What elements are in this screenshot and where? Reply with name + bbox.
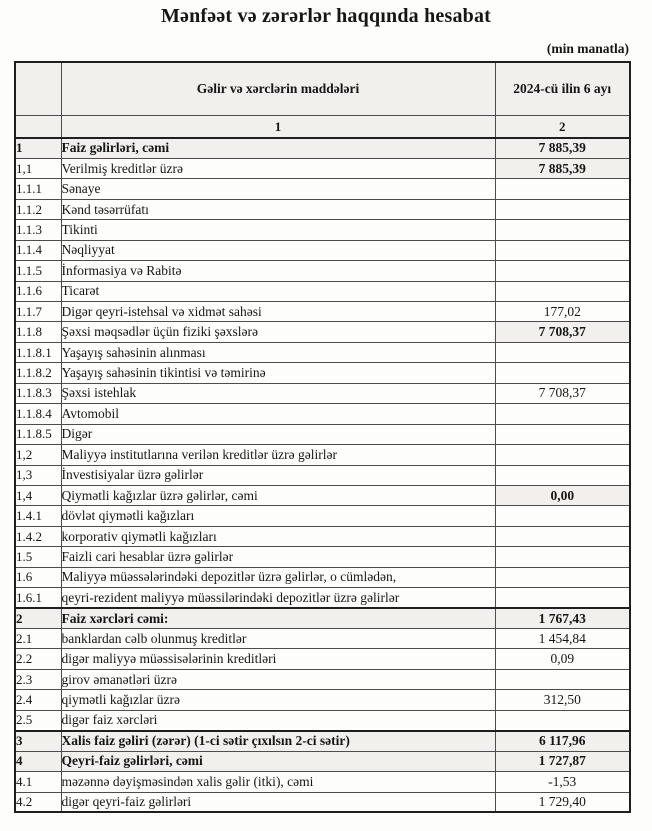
- row-label-cell: Verilmiş kreditlər üzrə: [61, 158, 495, 178]
- row-label-cell: Ticarət: [61, 281, 495, 301]
- row-value-cell: [495, 179, 630, 199]
- table-row: [15, 506, 630, 526]
- row-label-cell: girov əmanətləri üzrə: [61, 669, 495, 689]
- row-label-cell: Qeyri-faiz gəlirləri, cəmi: [61, 751, 495, 771]
- row-label-cell: Faizli cari hesablar üzrə gəlirlər: [61, 547, 495, 567]
- header-cell-items: Gəlir və xərclərin maddələri: [61, 62, 495, 116]
- table-row: [15, 465, 630, 485]
- row-number-cell: 1.1.8.1: [15, 342, 61, 362]
- table-row: [15, 158, 630, 178]
- row-number-cell: 1.1.7: [15, 302, 61, 322]
- row-number-cell: 1.1.3: [15, 220, 61, 240]
- row-label-cell: Kənd təsərrüfatı: [61, 199, 495, 219]
- row-value-cell: [495, 506, 630, 526]
- row-label-cell: Nəqliyyat: [61, 240, 495, 260]
- row-value-cell: [495, 424, 630, 444]
- row-label-cell: Yaşayış sahəsinin tikintisi və təmirinə: [61, 363, 495, 383]
- row-value-cell: 1 454,84: [495, 629, 630, 649]
- row-number-cell: 2.4: [15, 690, 61, 710]
- row-label-cell: İnvestisiyalar üzrə gəlirlər: [61, 465, 495, 485]
- table-row: [15, 526, 630, 546]
- table-row: [15, 240, 630, 260]
- row-value-cell: [495, 445, 630, 465]
- row-value-cell: [495, 342, 630, 362]
- row-label-cell: korporativ qiymətli kağızları: [61, 526, 495, 546]
- row-number-cell: 4.1: [15, 772, 61, 792]
- row-value-cell: [495, 404, 630, 424]
- row-label-cell: Digər qeyri-istehsal və xidmət sahəsi: [61, 302, 495, 322]
- row-label-cell: Şəxsi məqsədlər üçün fiziki şəxslərə: [61, 322, 495, 342]
- row-number-cell: 1.1.4: [15, 240, 61, 260]
- table-row: [15, 363, 630, 383]
- row-value-cell: 0,09: [495, 649, 630, 669]
- row-value-cell: 1 727,87: [495, 751, 630, 771]
- table-header: [15, 62, 630, 138]
- row-value-cell: [495, 669, 630, 689]
- row-label-cell: Qiymətli kağızlar üzrə gəlirlər, cəmi: [61, 485, 495, 505]
- table-row: [15, 547, 630, 567]
- table-row: [15, 383, 630, 403]
- row-number-cell: 1,1: [15, 158, 61, 178]
- unit-note: (min manatla): [546, 41, 629, 56]
- row-label-cell: Sənaye: [61, 179, 495, 199]
- row-value-cell: 312,50: [495, 690, 630, 710]
- column-index-row: [15, 116, 630, 139]
- index-cell-period: 2: [495, 116, 630, 139]
- table-row: [15, 302, 630, 322]
- table-row: [15, 138, 630, 158]
- row-label-cell: dövlət qiymətli kağızları: [61, 506, 495, 526]
- row-number-cell: 3: [15, 731, 61, 751]
- row-number-cell: 2.3: [15, 669, 61, 689]
- table-row: [15, 669, 630, 689]
- row-value-cell: -1,53: [495, 772, 630, 792]
- row-value-cell: 1 729,40: [495, 792, 630, 812]
- row-number-cell: 1.1.6: [15, 281, 61, 301]
- row-number-cell: 1,4: [15, 485, 61, 505]
- table-row: [15, 567, 630, 587]
- table-row: [15, 772, 630, 792]
- row-number-cell: 1.1.8.2: [15, 363, 61, 383]
- row-value-cell: [495, 199, 630, 219]
- table-row: [15, 342, 630, 362]
- row-value-cell: 0,00: [495, 485, 630, 505]
- row-label-cell: digər maliyyə müəssisələrinin kreditləri: [61, 649, 495, 669]
- table-row: [15, 220, 630, 240]
- row-number-cell: 2.1: [15, 629, 61, 649]
- row-label-cell: digər qeyri-faiz gəlirləri: [61, 792, 495, 812]
- row-value-cell: [495, 261, 630, 281]
- row-value-cell: 6 117,96: [495, 731, 630, 751]
- table-row: [15, 710, 630, 730]
- index-cell-items: 1: [61, 116, 495, 139]
- row-number-cell: 1.1.1: [15, 179, 61, 199]
- row-value-cell: [495, 567, 630, 587]
- row-label-cell: digər faiz xərcləri: [61, 710, 495, 730]
- row-value-cell: [495, 465, 630, 485]
- row-label-cell: Digər: [61, 424, 495, 444]
- row-value-cell: [495, 363, 630, 383]
- row-number-cell: 1.1.8: [15, 322, 61, 342]
- table-row: [15, 199, 630, 219]
- header-cell-number: [15, 62, 61, 116]
- row-number-cell: 1.6.1: [15, 588, 61, 608]
- row-label-cell: Tikinti: [61, 220, 495, 240]
- table-row: [15, 731, 630, 751]
- row-number-cell: 4: [15, 751, 61, 771]
- row-label-cell: Maliyyə müəssələrindəki depozitlər üzrə gəlirlər, o cümlədən,: [61, 567, 495, 587]
- table-row: [15, 424, 630, 444]
- row-number-cell: 1.1.8.3: [15, 383, 61, 403]
- row-value-cell: 177,02: [495, 302, 630, 322]
- row-value-cell: 7 885,39: [495, 158, 630, 178]
- table-row: [15, 485, 630, 505]
- row-label-cell: İnformasiya və Rabitə: [61, 261, 495, 281]
- row-number-cell: 1.4.2: [15, 526, 61, 546]
- table-row: [15, 281, 630, 301]
- row-number-cell: 4.2: [15, 792, 61, 812]
- table-row: [15, 751, 630, 771]
- table-row: [15, 322, 630, 342]
- table-row: [15, 629, 630, 649]
- index-cell-number: [15, 116, 61, 139]
- row-number-cell: 1.1.2: [15, 199, 61, 219]
- row-label-cell: Faiz gəlirləri, cəmi: [61, 138, 495, 158]
- row-number-cell: 1,3: [15, 465, 61, 485]
- row-number-cell: 1.1.8.4: [15, 404, 61, 424]
- row-value-cell: [495, 547, 630, 567]
- report-table: [14, 61, 631, 813]
- row-value-cell: [495, 526, 630, 546]
- row-number-cell: 1,2: [15, 445, 61, 465]
- row-label-cell: Maliyyə institutlarına verilən kreditlər üzrə gəlirlər: [61, 445, 495, 465]
- row-label-cell: Avtomobil: [61, 404, 495, 424]
- row-value-cell: [495, 588, 630, 608]
- row-label-cell: Şəxsi istehlak: [61, 383, 495, 403]
- row-label-cell: məzənnə dəyişməsindən xalis gəlir (itki), cəmi: [61, 772, 495, 792]
- table-row: [15, 179, 630, 199]
- row-number-cell: 1: [15, 138, 61, 158]
- page-title: Mənfəət və zərərlər haqqında hesabat: [160, 5, 492, 27]
- header-cell-period: 2024-cü ilin 6 ayı: [495, 62, 630, 116]
- row-value-cell: 7 708,37: [495, 383, 630, 403]
- row-value-cell: [495, 710, 630, 730]
- row-number-cell: 1.1.5: [15, 261, 61, 281]
- table-row: [15, 588, 630, 608]
- row-number-cell: 1.1.8.5: [15, 424, 61, 444]
- row-number-cell: 2: [15, 608, 61, 628]
- header-row: [15, 62, 630, 116]
- row-label-cell: Yaşayış sahəsinin alınması: [61, 342, 495, 362]
- row-number-cell: 1.4.1: [15, 506, 61, 526]
- row-value-cell: 7 885,39: [495, 138, 630, 158]
- table-row: [15, 261, 630, 281]
- table-row: [15, 690, 630, 710]
- row-number-cell: 1.5: [15, 547, 61, 567]
- table-row: [15, 445, 630, 465]
- table-row: [15, 404, 630, 424]
- table-body: [15, 138, 630, 812]
- row-label-cell: Xalis faiz gəliri (zərər) (1-ci sətir çıxılsın 2-ci sətir): [61, 731, 495, 751]
- row-value-cell: [495, 240, 630, 260]
- row-value-cell: [495, 220, 630, 240]
- row-value-cell: 7 708,37: [495, 322, 630, 342]
- table-row: [15, 649, 630, 669]
- table-row: [15, 608, 630, 628]
- row-label-cell: qiymətli kağızlar üzrə: [61, 690, 495, 710]
- row-label-cell: Faiz xərcləri cəmi:: [61, 608, 495, 628]
- row-label-cell: banklardan cəlb olunmuş kreditlər: [61, 629, 495, 649]
- table-row: [15, 792, 630, 812]
- row-number-cell: 2.5: [15, 710, 61, 730]
- row-number-cell: 2.2: [15, 649, 61, 669]
- row-value-cell: 1 767,43: [495, 608, 630, 628]
- row-value-cell: [495, 281, 630, 301]
- row-label-cell: qeyri-rezident maliyyə müəssilərindəki depozitlər üzrə gəlirlər: [61, 588, 495, 608]
- row-number-cell: 1.6: [15, 567, 61, 587]
